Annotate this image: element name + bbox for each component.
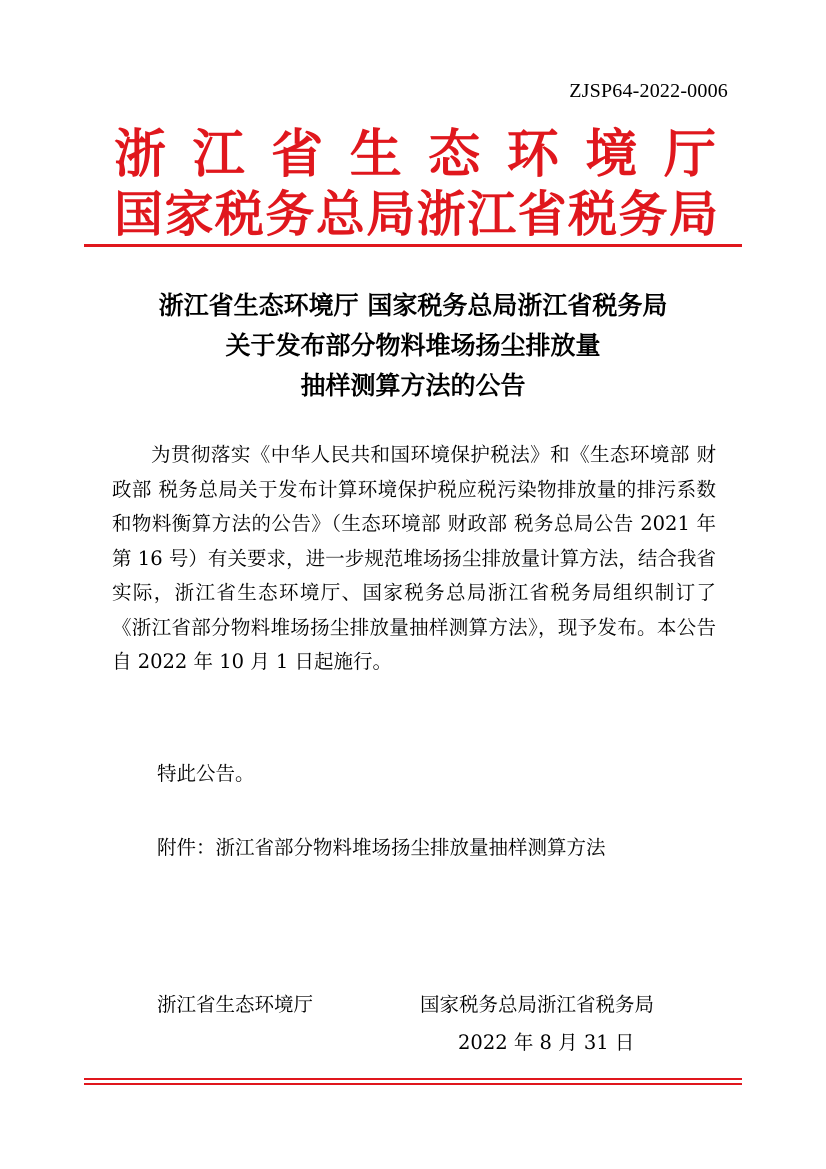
title-line-3: 抽样测算方法的公告 xyxy=(300,371,526,400)
issuer-signature-left: 浙江省生态环境厅 xyxy=(157,993,314,1016)
footer-red-divider-top xyxy=(84,1078,742,1080)
attachment-note: 附件：浙江省部分物料堆场扬尘排放量抽样测算方法 xyxy=(157,836,606,859)
issuer-signature-right: 国家税务总局浙江省税务局 xyxy=(420,993,655,1016)
title-line-2: 关于发布部分物料堆场扬尘排放量 xyxy=(225,331,601,360)
issuer-header-line-2: 国家税务总局浙江省税务局 xyxy=(114,185,716,243)
footer-red-divider-bottom xyxy=(84,1083,742,1085)
document-title xyxy=(100,286,726,406)
issuer-header-line-1: 浙江省生态环境厅 xyxy=(114,124,716,185)
document-number: ZJSP64-2022-0006 xyxy=(569,80,728,102)
issue-date: 2022 年 8 月 31 日 xyxy=(458,1031,635,1054)
closing-statement: 特此公告。 xyxy=(157,762,255,785)
document-body xyxy=(112,438,716,680)
header-red-divider xyxy=(84,244,742,247)
body-paragraph: 为贯彻落实《中华人民共和国环境保护税法》和《生态环境部 财政部 税务总局关于发布计算环境保护税应税污染物排放量的排污系数和物料衡算方法的公告》（生态环境部 财政部 税务总局公告 2021 年第 16 号）有关要求，进一步规范堆场扬尘排放量计算方法，结合我省实际，浙江省生态环境厅、国家税务总局浙江省税务局组织制订了《浙江省部分物料堆场扬尘排放量抽样测算方法》，现予发布。本公告自 2022 年 10 月 1 日起施行。 xyxy=(112,443,716,673)
title-line-1: 浙江省生态环境厅 国家税务总局浙江省税务局 xyxy=(158,291,668,320)
